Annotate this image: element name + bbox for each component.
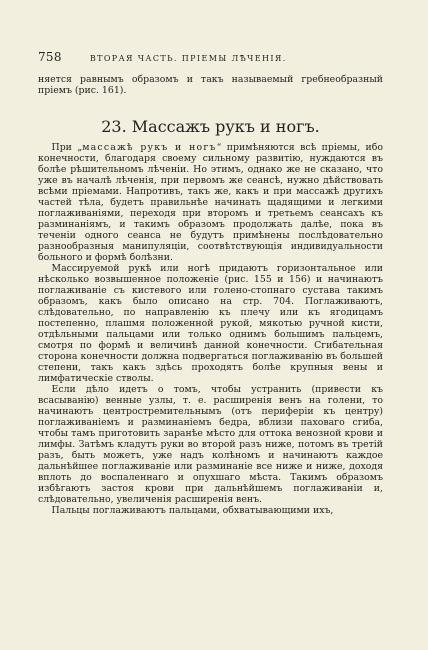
emphasized-term: массажѣ рукъ и ногъ [82, 142, 217, 153]
paragraph-lead: При „ [51, 142, 83, 153]
paragraph [38, 142, 383, 263]
running-head: ВТОРАЯ ЧАСТЬ. ПРІЕМЫ ЛѢЧЕНІЯ. [89, 54, 287, 63]
page-header [38, 50, 382, 64]
paragraph: Массируемой рукѣ или ногѣ придаютъ горизонтальное или нѣсколько возвышенное положеніе (рис. 155 и 156) и начинаютъ поглаживаніе съ кистевого или голено-стопнаго сустава такимъ образомъ, какъ было описано на стр. 704. Поглаживаютъ, слѣдовательно, по направленію къ плечу или къ ягодицамъ постепенно, плашмя положенной рукой, мякотью ручной кисти, отдѣльными пальцами или только однимъ большимъ пальцемъ, смотря по формѣ и величинѣ данной конечности. Сгибательная сторона конечности должна подвергаться поглаживанію въ большей степени, такъ какъ здѣсь проходятъ болѣе крупныя вены и лимфатическіе стволы. [38, 263, 383, 384]
paragraph: Пальцы поглаживаютъ пальцами, обхватывающими ихъ, [51, 505, 334, 516]
paragraph-text: няется равнымъ образомъ и такъ называемый гребнеобразный пріемъ (рис. 161). [38, 74, 383, 96]
paragraph-rest: “ примѣняются всѣ пріемы, ибо конечности, благодаря своему сильному развитію, нуждаются въ болѣе рѣшительномъ лѣченіи. Но этимъ, однако же не сказано, что уже въ началѣ лѣченія, при первомъ же сеансѣ, нужно дѣйствовать всѣми пріемами. Напротивъ, такъ же, какъ и при массажѣ другихъ частей тѣла, будетъ правильнѣе начинать щадящими и легкими поглаживаніями, переходя при второмъ и третьемъ сеансахъ къ разминаніямъ, и такимъ образомъ продолжать далѣе, пока въ теченіи одного сеанса не будутъ примѣнены послѣдовательно разнообразныя манипуляціи, соотвѣтствующія индивидуальности больного и формѣ болѣзни. [38, 142, 383, 263]
section-heading: 23. Массажъ рукъ и ногъ. [101, 117, 320, 136]
continued-paragraph [38, 74, 383, 96]
paragraph: Если дѣло идетъ о томъ, чтобы устранить (привести къ всасыванію) венные узлы, т. е. расширенія венъ на голени, то начинаютъ центростремительнымъ (отъ периферіи къ центру) поглаживаніемъ и разминаніемъ бедра, вблизи паховаго сгиба, чтобы тамъ приготовить заранѣе мѣсто для оттока венозной крови и лимфы. Затѣмъ кладутъ руки во второй разъ ниже, потомъ въ третій разъ, быть можетъ, уже надъ колѣномъ и начинаютъ каждое дальнѣйшее поглаживаніе или разминаніе все ниже и ниже, доходя вплоть до воспаленнаго и опухшаго мѣста. Такимъ образомъ избѣгаютъ застоя крови при дальнѣйшемъ поглаживаніи и, слѣдовательно, увеличенія расширенія венъ. [38, 384, 383, 505]
page-number: 758 [38, 50, 62, 64]
section-body [38, 142, 383, 516]
